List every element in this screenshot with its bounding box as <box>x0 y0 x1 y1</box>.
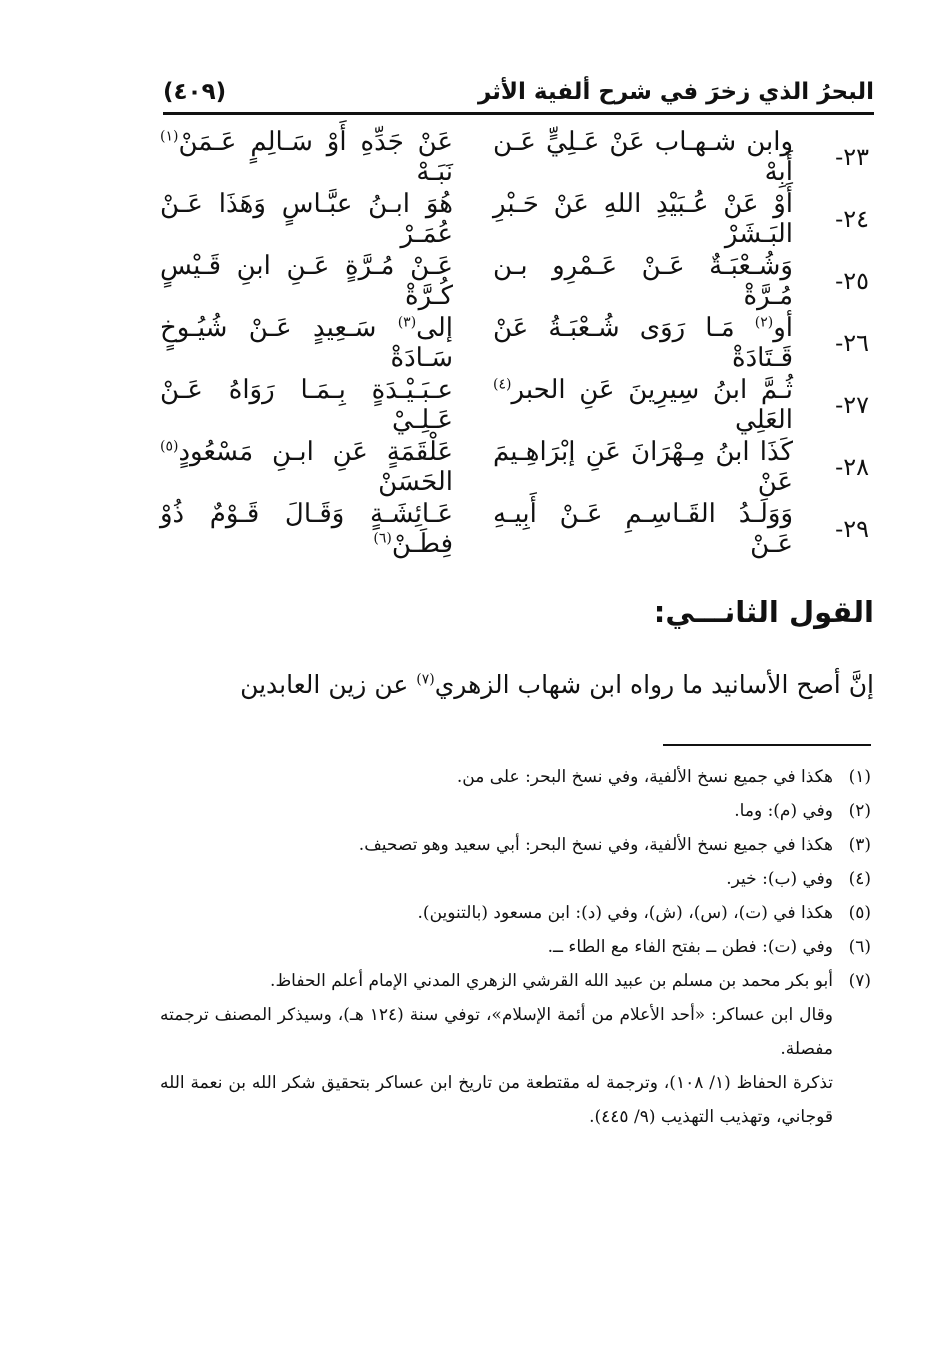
section-heading: القول الثانـــي: <box>653 595 874 629</box>
footnote-number: (٦) <box>848 937 871 957</box>
verse-number: ٢٩- <box>835 515 869 543</box>
verse-number: ٢٤- <box>835 205 869 233</box>
footnote-text: هكذا في (ت)، (س)، (ش)، وفي (د): ابن مسعود (بالتنوين). <box>417 903 833 923</box>
first-hemistich: كَذَا ابنُ مِـهْرَانَ عَنِ إبْرَاهِـيمَ عَنْ <box>493 437 793 497</box>
footnote-text: أبو بكر محمد بن مسلم بن عبيد الله القرشي الزهري المدني الإمام أعلم الحفاظ. <box>270 971 833 991</box>
footnote-number: (١) <box>848 767 871 787</box>
verse-row <box>160 188 869 250</box>
second-hemistich: عَلْقَمَةٍ عَنِ ابـنِ مَسْعُودٍ$^{(٥)}$ الحَسَنْ <box>160 437 453 497</box>
footnote-ref: (٧) <box>416 671 435 688</box>
verse-row <box>160 250 869 312</box>
footnote-ref: (٣) <box>397 314 417 331</box>
verse-number: ٢٦- <box>835 329 869 357</box>
footnote-text: وفي (ب): خير. <box>726 869 833 889</box>
second-hemistich: عَـنْ مُـرَّةٍ عَـنِ ابنِ قَـيْسٍ كُـرَّةْ <box>160 251 453 311</box>
first-hemistich: أو$^{(٢)}$ مَـا رَوَى شُـعْبَـةُ عَنْ قَـتَادَةْ <box>493 313 793 373</box>
verse-number: ٢٨- <box>835 453 869 481</box>
verse-number: ٢٧- <box>835 391 869 419</box>
verse-row <box>160 312 869 374</box>
footnote <box>160 828 871 862</box>
footnote <box>160 964 871 998</box>
second-hemistich: عـبَـيْـدَةٍ بِـمَـا رَوَاهُ عَـنْ عَـلِـيْ <box>160 375 453 435</box>
second-hemistich: إلى$^{(٣)}$ سَـعِيدٍ عَـنْ شُيُـوخٍ سَـادَةْ <box>160 313 453 373</box>
footnote <box>160 862 871 896</box>
verse-block <box>160 126 869 560</box>
body-paragraph: إنَّ أصح الأسانيد ما رواه ابن شهاب الزهري$^{(٧)}$ عن زين العابدين <box>240 670 874 699</box>
footnote-ref: (١) <box>160 128 179 145</box>
verse-number: ٢٥- <box>835 267 869 295</box>
second-hemistich: عَنْ جَدِّهِ أَوْ سَـالِمٍ عَـمَنْ$^{(١)}$ نَبَـهْ <box>160 127 453 187</box>
running-header <box>163 72 874 115</box>
footnote-number: (٧) <box>848 971 871 991</box>
footnote-ref: (٦) <box>373 530 392 547</box>
footnote <box>160 794 871 828</box>
footnote-number: (٤) <box>848 869 871 889</box>
footnote-text: هكذا في جميع نسخ الألفية، وفي نسخ البحر: أبي سعيد وهو تصحيف. <box>358 835 833 855</box>
footnote-ref: (٥) <box>160 438 179 455</box>
verse-row <box>160 126 869 188</box>
second-hemistich: هُوَ ابـنُ عبَّـاسٍ وَهَذَا عَـنْ عُمَـرْ <box>160 189 453 249</box>
first-hemistich: وابن شـهـاب عَنْ عَـلِيٍّ عَـن أَبِهْ <box>493 127 793 187</box>
footnotes <box>160 760 871 1134</box>
footnote-continuation: تذكرة الحفاظ (١/ ١٠٨)، وترجمة له مقتطعة من تاريخ ابن عساكر بتحقيق شكر الله بن نعمة الله قوجاني، وتهذيب التهذيب (٩/ ٤٤٥). <box>160 1073 833 1127</box>
footnote-ref: (٤) <box>493 376 512 393</box>
verse-row <box>160 498 869 560</box>
footnote-number: (٥) <box>848 903 871 923</box>
first-hemistich: وَوَلَـدُ القَـاسِـمِ عَـنْ أَبِيـهِ عَـنْ <box>493 499 793 559</box>
footnote-divider <box>663 744 871 746</box>
first-hemistich: وَشُـعْبَـةٌ عَـنْ عَـمْرِو بـن مُـرَّةْ <box>493 251 793 311</box>
footnote-number: (٢) <box>848 801 871 821</box>
footnote-text: وفي (ت): فطن ــ بفتح الفاء مع الطاء ــ. <box>547 937 833 957</box>
verse-row <box>160 436 869 498</box>
footnote-text: وفي (م): وما. <box>734 801 833 821</box>
verse-number: ٢٣- <box>835 143 869 171</box>
verse-row <box>160 374 869 436</box>
footnote-continuation: وقال ابن عساكر: «أحد الأعلام من أئمة الإسلام»، توفي سنة (١٢٤ هـ)، وسيذكر المصنف ترجمته مفصلة. <box>160 1005 833 1059</box>
footnote <box>160 760 871 794</box>
footnote-text: هكذا في جميع نسخ الألفية، وفي نسخ البحر: على من. <box>456 767 833 787</box>
book-title: البحرُ الذي زخرَ في شرح ألفية الأثر <box>477 79 874 105</box>
footnote <box>160 896 871 930</box>
footnote-ref: (٢) <box>754 314 774 331</box>
footnote <box>160 930 871 964</box>
footnote-number: (٣) <box>848 835 871 855</box>
first-hemistich: أَوْ عَنْ عُـبَيْدِ اللهِ عَنْ حَـبْرِ البَـشَرْ <box>493 189 793 249</box>
second-hemistich: عَـائِشَـةٍ وَقَـالَ قَـوْمٌ ذُوْ فِطَـنْ$^{(٦)}$ <box>160 499 453 559</box>
page-number: (٤٠٩) <box>163 79 227 105</box>
first-hemistich: ثُـمَّ ابنُ سِيرِينَ عَنِ الحبر$^{(٤)}$ العَلِي <box>493 375 793 435</box>
